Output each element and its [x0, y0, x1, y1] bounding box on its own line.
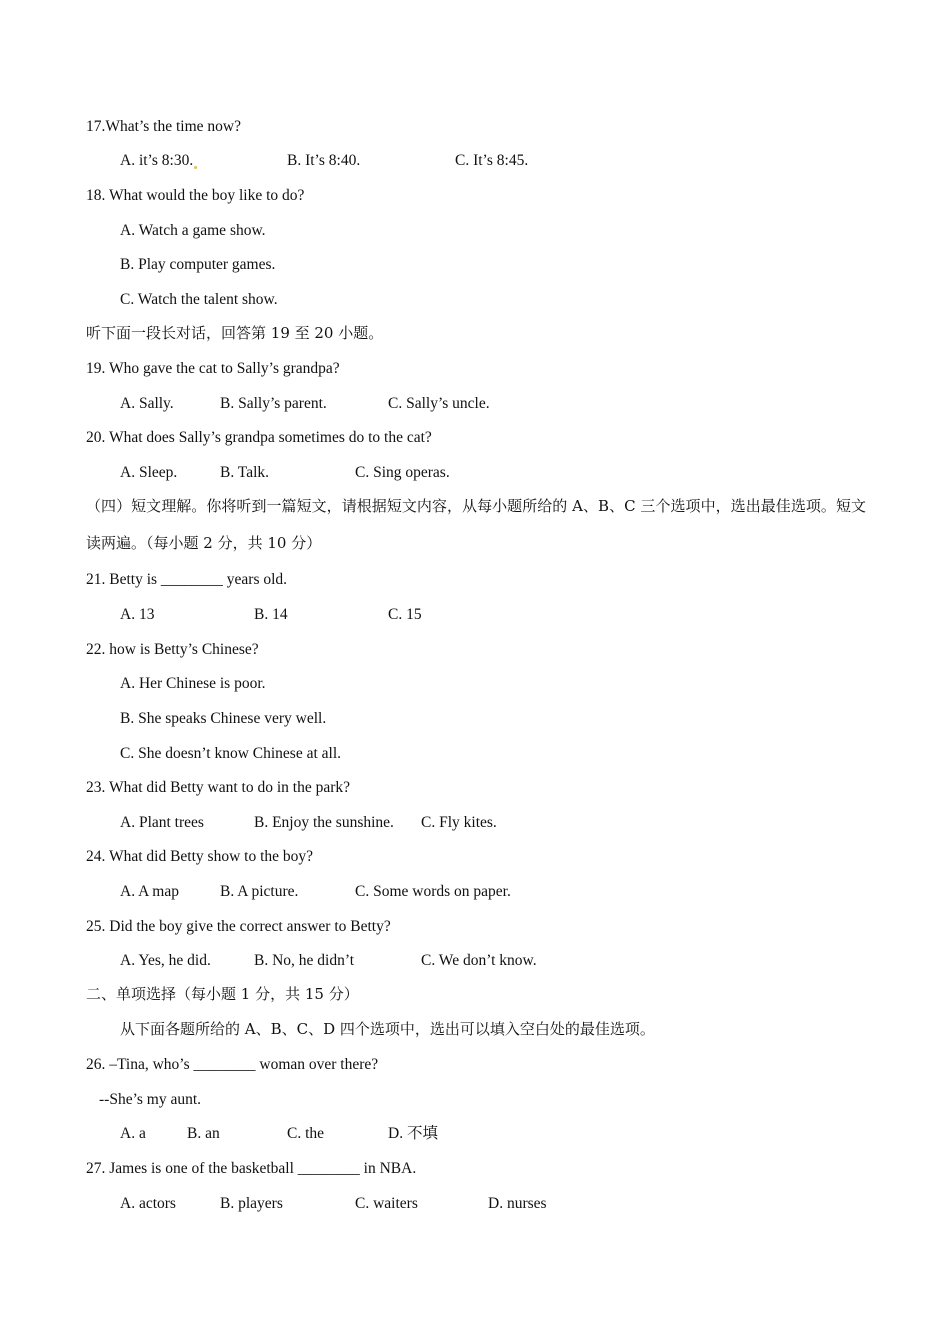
- question-22-option-a: A. Her Chinese is poor.: [120, 675, 266, 692]
- question-21-option-c: C. 15: [388, 606, 422, 623]
- question-22-option-c: C. She doesn’t know Chinese at all.: [120, 745, 341, 762]
- question-27-option-c: C. waiters: [355, 1195, 418, 1212]
- question-26-stem: 26. –Tina, who’s ________ woman over there?: [86, 1056, 379, 1073]
- question-18-stem: 18. What would the boy like to do?: [86, 187, 305, 204]
- edit-mark-icon: [194, 166, 197, 169]
- question-23-stem: 23. What did Betty want to do in the park?: [86, 779, 351, 796]
- question-20-option-b: B. Talk.: [220, 464, 270, 481]
- question-19-option-c: C. Sally’s uncle.: [388, 395, 490, 412]
- question-27-option-a: A. actors: [120, 1195, 176, 1212]
- question-23-option-b: B. Enjoy the sunshine.: [254, 814, 394, 831]
- question-26-option-b: B. an: [187, 1125, 220, 1142]
- question-26-option-c: C. the: [287, 1125, 325, 1142]
- question-17-option-c: C. It’s 8:45.: [455, 152, 529, 169]
- section-4-instructions: （四）短文理解。你将听到一篇短文，请根据短文内容，从每小题所给的 A、B、C 三个选项中，选出最佳选项。短文读两遍。（每小题 2 分，共 10 分）: [86, 497, 866, 552]
- question-17-stem: 17.What’s the time now?: [86, 118, 241, 135]
- question-24-option-b: B. A picture.: [220, 883, 299, 900]
- question-23-option-c: C. Fly kites.: [421, 814, 497, 831]
- question-21-stem: 21. Betty is ________ years old.: [86, 571, 288, 588]
- question-25-stem: 25. Did the boy give the correct answer to Betty?: [86, 918, 391, 935]
- question-23-option-a: A. Plant trees: [120, 814, 204, 831]
- question-25-option-c: C. We don’t know.: [421, 952, 537, 969]
- question-21-option-b: B. 14: [254, 606, 288, 623]
- part-2-heading: 二、单项选择（每小题 1 分，共 15 分）: [86, 985, 359, 1003]
- question-25-option-a: A. Yes, he did.: [120, 952, 211, 969]
- question-26-option-a: A. a: [120, 1125, 146, 1142]
- question-24-option-c: C. Some words on paper.: [355, 883, 511, 900]
- question-18-option-a: A. Watch a game show.: [120, 222, 266, 239]
- question-27-option-b: B. players: [220, 1195, 283, 1212]
- question-17-option-a: A. it’s 8:30.: [120, 153, 197, 169]
- part-2-instructions: 从下面各题所给的 A、B、C、D 四个选项中，选出可以填入空白处的最佳选项。: [120, 1020, 655, 1038]
- question-20-option-c: C. Sing operas.: [355, 464, 450, 481]
- question-21-option-a: A. 13: [120, 606, 155, 623]
- question-24-stem: 24. What did Betty show to the boy?: [86, 848, 314, 865]
- instruction-19-20: 听下面一段长对话，回答第 19 至 20 小题。: [86, 324, 384, 342]
- question-20-stem: 20. What does Sally’s grandpa sometimes do to the cat?: [86, 429, 432, 446]
- question-19-option-b: B. Sally’s parent.: [220, 395, 327, 412]
- question-19-option-a: A. Sally.: [120, 395, 174, 412]
- question-26-option-d: D. 不填: [388, 1125, 438, 1142]
- question-24-option-a: A. A map: [120, 883, 179, 900]
- question-22-option-b: B. She speaks Chinese very well.: [120, 710, 327, 727]
- question-19-stem: 19. Who gave the cat to Sally’s grandpa?: [86, 360, 340, 377]
- question-25-option-b: B. No, he didn’t: [254, 952, 355, 969]
- question-22-stem: 22. how is Betty’s Chinese?: [86, 641, 259, 658]
- question-18-option-c: C. Watch the talent show.: [120, 291, 278, 308]
- question-27-stem: 27. James is one of the basketball ________ in NBA.: [86, 1160, 417, 1177]
- question-27-option-d: D. nurses: [488, 1195, 547, 1212]
- question-26-reply: --She’s my aunt.: [99, 1091, 202, 1108]
- question-17-option-b: B. It’s 8:40.: [287, 152, 361, 169]
- question-20-option-a: A. Sleep.: [120, 464, 178, 481]
- question-18-option-b: B. Play computer games.: [120, 256, 276, 273]
